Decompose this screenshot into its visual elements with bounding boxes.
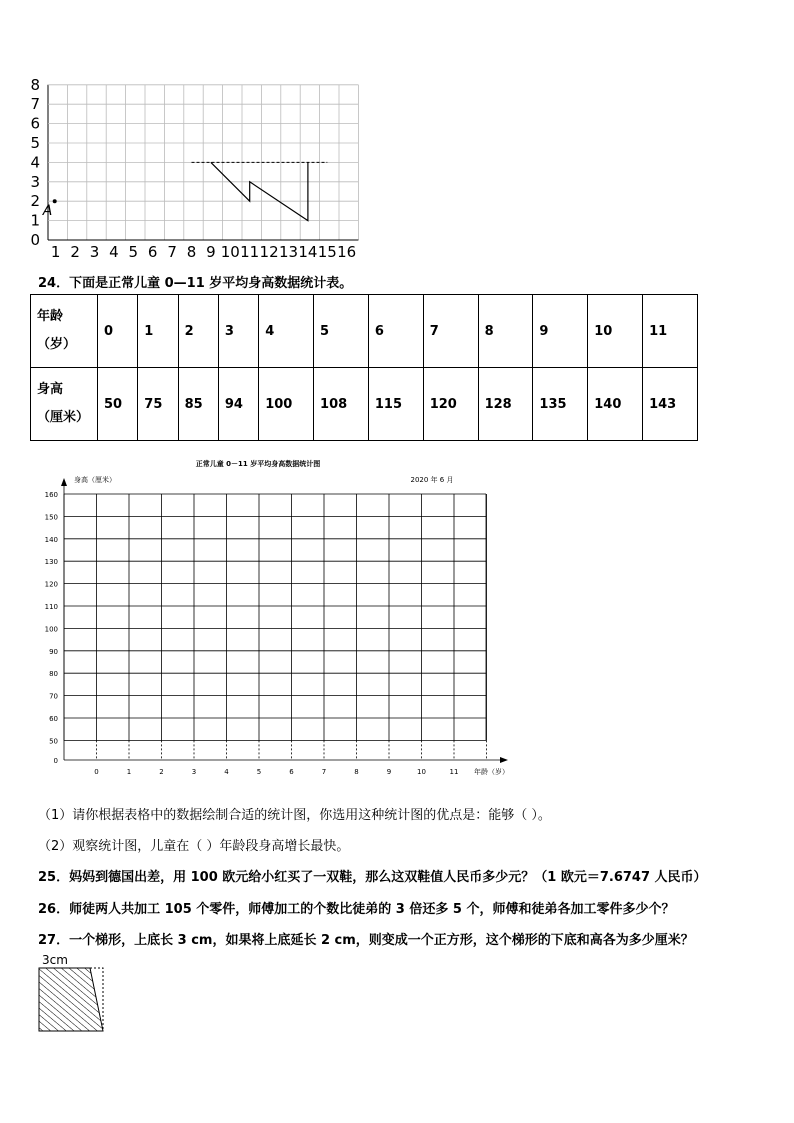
- age-cell: 0: [98, 295, 138, 368]
- height-cell: 140: [588, 368, 643, 441]
- point-a-label: A: [42, 203, 53, 220]
- question-26: 26．师徒两人共加工 105 个零件，师傅加工的个数比徒弟的 3 倍还多 5 个，师傅和徒弟各加工零件多少个？: [38, 902, 675, 917]
- age-cell: 6: [368, 295, 423, 368]
- height-cell: 100: [259, 368, 314, 441]
- grid-x-tick: 15: [317, 243, 337, 260]
- height-cell: 94: [218, 368, 258, 441]
- chart-y-tick: 150: [44, 513, 58, 522]
- question-24-title: 24．下面是正常儿童 0—11 岁平均身高数据统计表。: [38, 276, 353, 291]
- grid-y-tick: 3: [30, 172, 40, 191]
- height-data-table: [30, 294, 698, 441]
- row-label-height-line1: 身高: [37, 382, 64, 397]
- height-cell: 135: [533, 368, 588, 441]
- chart-x-tick: 3: [191, 768, 197, 776]
- chart-x-tick: 9: [386, 768, 392, 776]
- chart-y-tick: 100: [44, 625, 58, 634]
- age-cell: 8: [478, 295, 533, 368]
- age-cell: 1: [138, 295, 178, 368]
- age-cell: 11: [643, 295, 698, 368]
- chart-y-tick: 0: [53, 757, 58, 765]
- grid-x-tick: 6: [147, 243, 158, 260]
- chart-tick-labels: [45, 491, 459, 776]
- grid-y-tick: 6: [30, 114, 40, 133]
- age-cell: 7: [423, 295, 478, 368]
- age-cell: 5: [314, 295, 369, 368]
- grid-x-tick: 4: [109, 243, 119, 260]
- chart-y-tick: 70: [49, 692, 58, 701]
- chart-x-tick: 0: [94, 768, 99, 776]
- chart-x-tick: 8: [354, 768, 359, 776]
- table-row-height: [31, 368, 698, 441]
- trapezoid-top-label: 3cm: [42, 953, 68, 967]
- grid-y-tick: 1: [30, 211, 40, 230]
- grid-y-tick: 5: [30, 134, 40, 152]
- chart-y-tick: 160: [44, 491, 58, 499]
- grid-x-tick: 2: [70, 243, 80, 260]
- grid-x-tick: 10: [220, 243, 240, 260]
- grid-x-tick: 9: [206, 243, 216, 260]
- height-cell: 108: [314, 368, 369, 441]
- question-27: 27．一个梯形，上底长 3 cm，如果将上底延长 2 cm，则变成一个正方形，这个梯形的下底和高各为多少厘米？: [38, 933, 694, 948]
- grid-x-tick: 7: [167, 243, 177, 260]
- point-a-dot: [53, 199, 57, 203]
- chart-x-tick: 10: [417, 768, 426, 776]
- grid-shapes: [42, 162, 328, 220]
- age-cell: 9: [533, 295, 588, 368]
- table-row-age: [31, 295, 698, 368]
- height-cell: 85: [178, 368, 218, 441]
- grid-y-tick: 4: [30, 153, 40, 172]
- grid-x-tick: 8: [186, 243, 197, 260]
- question-25: 25．妈妈到德国出差，用 100 欧元给小红买了一双鞋，那么这双鞋值人民币多少元？（1 欧元＝7.6747 人民币）: [38, 870, 707, 885]
- grid-x-tick: 16: [337, 243, 357, 260]
- coordinate-grid-figure: [30, 78, 380, 260]
- height-cell: 50: [98, 368, 138, 441]
- row-label-height-line2: （厘米）: [37, 410, 90, 425]
- row-label-age-line2: （岁）: [37, 337, 77, 352]
- chart-date: 2020 年 6 月: [410, 476, 454, 484]
- height-cell: 143: [643, 368, 698, 441]
- chart-x-tick: 6: [289, 768, 294, 776]
- chart-y-tick: 130: [44, 558, 58, 567]
- chart-y-axis-label: 身高（厘米）: [74, 476, 116, 484]
- chart-y-tick: 140: [44, 535, 58, 544]
- row-label-height: [31, 368, 98, 441]
- chart-y-tick: 110: [44, 603, 58, 611]
- height-cell: 115: [368, 368, 423, 441]
- age-cell: 10: [588, 295, 643, 368]
- height-cell: 120: [423, 368, 478, 441]
- grid-x-tick: 5: [128, 243, 139, 260]
- blank-statistics-chart: [30, 452, 530, 782]
- chart-x-axis-arrow: [500, 757, 508, 763]
- grid-x-tick: 3: [89, 243, 100, 260]
- question-24-part-1: （1）请你根据表格中的数据绘制合适的统计图，你选用这种统计图的优点是：能够（ ）。: [38, 808, 551, 823]
- zigzag-shape: [211, 162, 308, 220]
- trapezoid-shape: [39, 968, 103, 1031]
- grid-x-tick: 13: [278, 243, 299, 260]
- grid-y-tick: 7: [30, 95, 40, 114]
- chart-y-tick: 80: [49, 670, 58, 679]
- chart-x-tick: 5: [256, 768, 262, 776]
- chart-x-axis-label: 年龄（岁）: [474, 768, 509, 776]
- trapezoid-figure: [34, 952, 114, 1036]
- grid-x-tick: 14: [298, 243, 318, 260]
- question-24-part-2: （2）观察统计图，儿童在（ ）年龄段身高增长最快。: [38, 839, 350, 854]
- chart-x-tick: 7: [321, 768, 327, 776]
- chart-y-tick: 90: [49, 647, 58, 656]
- grid-x-tick: 1: [50, 243, 61, 260]
- grid-x-tick: 12: [259, 243, 279, 260]
- height-cell: 75: [138, 368, 178, 441]
- age-cell: 3: [218, 295, 258, 368]
- chart-x-tick: 1: [126, 768, 132, 776]
- chart-x-tick: 2: [159, 768, 164, 776]
- grid-y-tick: 8: [30, 78, 40, 94]
- chart-title: 正常儿童 0－11 岁平均身高数据统计图: [195, 460, 321, 468]
- age-cell: 2: [178, 295, 218, 368]
- row-label-age-line1: 年龄: [37, 309, 64, 324]
- chart-y-tick: 50: [49, 737, 58, 746]
- grid-y-tick: 0: [30, 231, 40, 249]
- row-label-age: [31, 295, 98, 368]
- chart-y-tick: 60: [49, 715, 58, 723]
- chart-y-tick: 120: [44, 580, 58, 589]
- chart-y-axis-arrow: [61, 478, 67, 486]
- grid-x-tick: 11: [240, 243, 260, 260]
- grid-y-tick: 2: [30, 192, 40, 211]
- height-cell: 128: [478, 368, 533, 441]
- chart-x-tick: 11: [449, 768, 459, 776]
- chart-grid: [61, 478, 508, 763]
- age-cell: 4: [259, 295, 314, 368]
- chart-x-tick: 4: [224, 768, 229, 776]
